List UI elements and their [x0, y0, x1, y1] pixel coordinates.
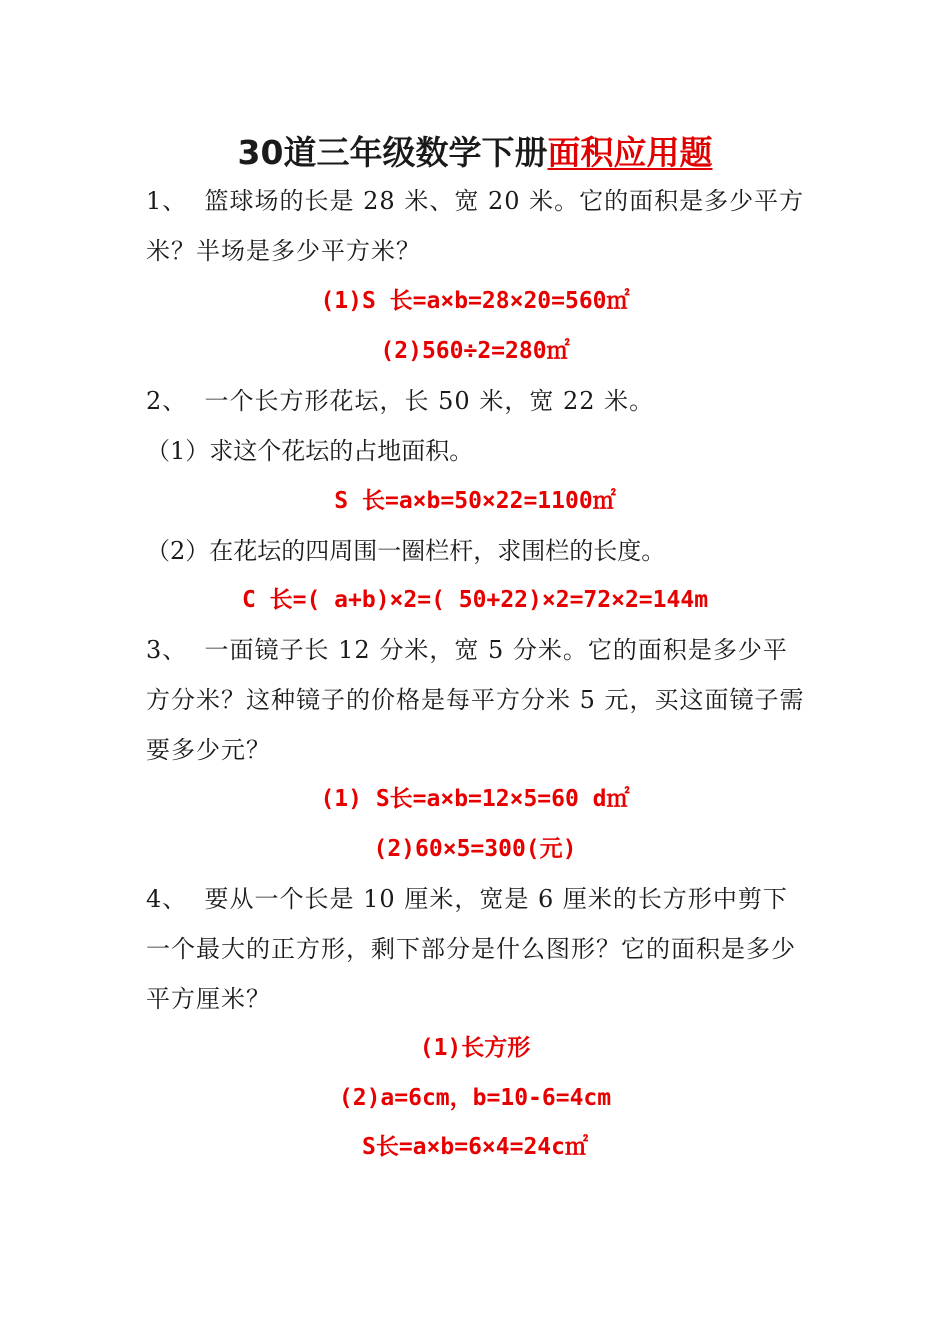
problem-1-answer-2: (2)560÷2=280㎡ [380, 338, 570, 364]
problem-3-answer-2: (2)60×5=300(元) [373, 836, 577, 862]
problem-3-answer-1: (1) S长=a×b=12×5=60 d㎡ [320, 786, 630, 812]
problem-1-question: 1、 篮球场的长是 28 米、宽 20 米。它的面积是多少平方米？半场是多少平方米？ [146, 187, 805, 265]
title-main: 30道三年级数学下册 [237, 133, 548, 172]
problem-2-subquestion-1: （1）求这个花坛的占地面积。 [146, 437, 474, 465]
title-highlight: 面积应用题 [547, 133, 713, 172]
problem-4-answer-1: (1)长方形 [419, 1035, 531, 1061]
problem-2-answer-1: S 长=a×b=50×22=1100㎡ [334, 488, 616, 514]
problem-1-answer-1: (1)S 长=a×b=28×20=560㎡ [320, 288, 630, 314]
problem-4-answer-3: S长=a×b=6×4=24c㎡ [361, 1134, 588, 1160]
page-title [0, 128, 950, 178]
problem-2-answer-2: C 长=( a+b)×2=( 50+22)×2=72×2=144m [241, 587, 709, 613]
problem-4-question: 4、 要从一个长是 10 厘米，宽是 6 厘米的长方形中剪下一个最大的正方形，剩下部分是什么图形？它的面积是多少平方厘米？ [146, 885, 796, 1013]
problem-4-answer-2: (2)a=6cm，b=10-6=4cm [338, 1085, 612, 1111]
problem-3-question: 3、 一面镜子长 12 分米，宽 5 分米。它的面积是多少平方分米？这种镜子的价格是每平方分米 5 元，买这面镜子需要多少元？ [146, 636, 805, 764]
problem-2-question: 2、 一个长方形花坛，长 50 米，宽 22 米。 [146, 387, 655, 415]
problem-2-subquestion-2: （2）在花坛的四周围一圈栏杆，求围栏的长度。 [146, 537, 666, 565]
